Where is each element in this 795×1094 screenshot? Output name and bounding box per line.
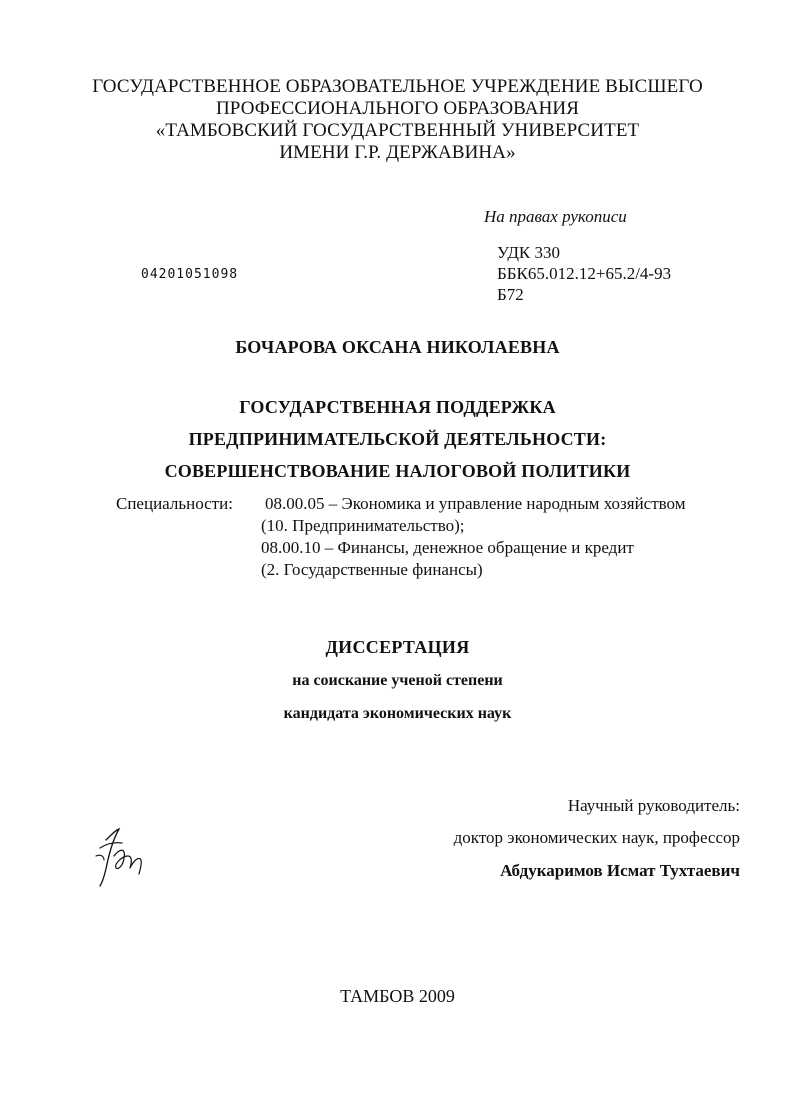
rights-note: На правах рукописи <box>484 207 627 226</box>
specialty-line-4: (2. Государственные финансы) <box>261 560 483 579</box>
title-line-3: СОВЕРШЕНСТВОВАНИЕ НАЛОГОВОЙ ПОЛИТИКИ <box>164 461 631 481</box>
signature-mark <box>92 826 150 888</box>
author-mark: Б72 <box>497 285 524 304</box>
specialties-label: Специальности: <box>116 494 233 513</box>
title-line-1: ГОСУДАРСТВЕННАЯ ПОДДЕРЖКА <box>239 397 556 417</box>
degree-line-1: на соискание ученой степени <box>292 672 503 689</box>
degree-line-2: кандидата экономических наук <box>283 705 512 722</box>
bbk-code: ББК65.012.12+65.2/4-93 <box>497 264 672 283</box>
institution-line-3: «ТАМБОВСКИЙ ГОСУДАРСТВЕННЫЙ УНИВЕРСИТЕТ <box>155 120 640 141</box>
specialty-line-2: (10. Предпринимательство); <box>261 516 465 535</box>
dissertation-heading: ДИССЕРТАЦИЯ <box>325 637 470 657</box>
specialty-line-3: 08.00.10 – Финансы, денежное обращение и кредит <box>261 538 634 557</box>
supervisor-degree: доктор экономических наук, профессор <box>453 828 740 847</box>
catalog-number: 04201051098 <box>141 267 239 282</box>
institution-line-1: ГОСУДАРСТВЕННОЕ ОБРАЗОВАТЕЛЬНОЕ УЧРЕЖДЕНИЕ ВЫСШЕГО <box>92 76 703 97</box>
institution-line-2: ПРОФЕССИОНАЛЬНОГО ОБРАЗОВАНИЯ <box>215 98 579 119</box>
supervisor-name: Абдукаримов Исмат Тухтаевич <box>500 861 740 880</box>
institution-line-4: ИМЕНИ Г.Р. ДЕРЖАВИНА» <box>279 142 516 163</box>
udk-code: УДК 330 <box>497 243 561 262</box>
title-line-2: ПРЕДПРИНИМАТЕЛЬСКОЙ ДЕЯТЕЛЬНОСТИ: <box>188 429 607 449</box>
specialty-line-1: 08.00.05 – Экономика и управление народным хозяйством <box>265 494 686 513</box>
city-year: ТАМБОВ 2009 <box>340 986 455 1006</box>
author-name: БОЧАРОВА ОКСАНА НИКОЛАЕВНА <box>235 337 560 357</box>
supervisor-label: Научный руководитель: <box>567 796 740 815</box>
